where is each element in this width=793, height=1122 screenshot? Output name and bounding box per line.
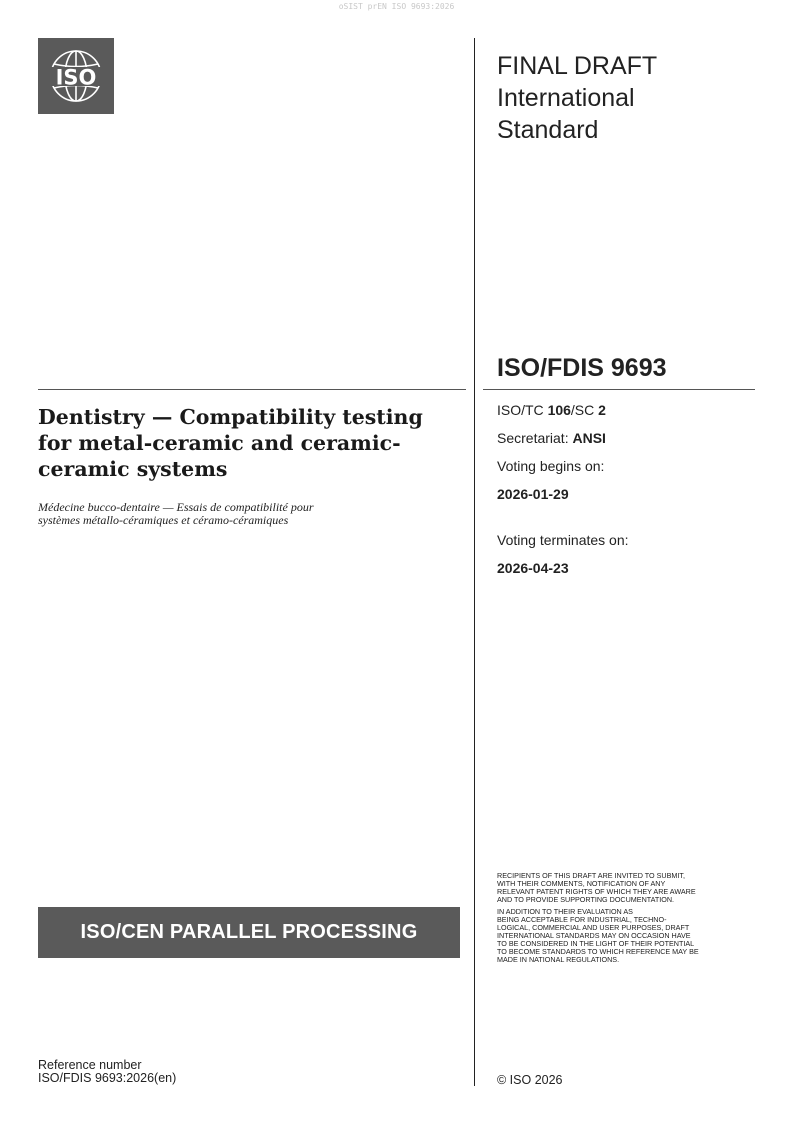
right-divider	[483, 389, 755, 390]
voting-terminates-date: 2026-04-23	[497, 560, 569, 576]
document-stage-heading	[497, 50, 757, 146]
secretariat-label: Secretariat:	[497, 430, 573, 446]
notice-line: TO BECOME STANDARDS TO WHICH REFERENCE MAY BE	[497, 947, 699, 956]
voting-terminates-label: Voting terminates on:	[497, 532, 629, 548]
committee-sep: /SC	[570, 402, 599, 418]
notice-line: IN ADDITION TO THEIR EVALUATION AS	[497, 907, 633, 916]
iso-globe-logo-icon	[38, 38, 114, 114]
french-title-line-1: Médecine bucco-dentaire — Essais de compatibilité pour	[38, 500, 314, 514]
iso-logo-text: ISO	[55, 65, 97, 90]
secretariat	[497, 430, 606, 446]
committee-tc: 106	[547, 402, 571, 418]
committee-prefix: ISO/TC	[497, 402, 548, 418]
committee-sc: 2	[598, 402, 606, 418]
title-line-3: ceramic systems	[38, 457, 228, 481]
reference-number-label: Reference number	[38, 1058, 142, 1072]
notice-line: BEING ACCEPTABLE FOR INDUSTRIAL, TECHNO-	[497, 915, 667, 924]
parallel-processing-banner: ISO/CEN PARALLEL PROCESSING	[38, 907, 460, 958]
notice-line: RECIPIENTS OF THIS DRAFT ARE INVITED TO SUBMIT,	[497, 871, 685, 880]
watermark: oSIST prEN ISO 9693:2026	[338, 2, 455, 11]
notice-line: AND TO PROVIDE SUPPORTING DOCUMENTATION.	[497, 895, 675, 904]
notice-line: INTERNATIONAL STANDARDS MAY ON OCCASION HAVE	[497, 931, 691, 940]
voting-begins-label: Voting begins on:	[497, 458, 605, 474]
voting-begins-date: 2026-01-29	[497, 486, 569, 502]
title-line-2: for metal-ceramic and ceramic-	[38, 431, 401, 455]
left-divider	[38, 389, 466, 390]
secretariat-value: ANSI	[572, 430, 606, 446]
stage-line-1: FINAL DRAFT	[497, 52, 658, 80]
document-title	[38, 404, 438, 482]
title-line-1: Dentistry — Compatibility testing	[38, 405, 423, 429]
copyright: © ISO 2026	[497, 1073, 563, 1087]
notice-line: LOGICAL, COMMERCIAL AND USER PURPOSES, DRAFT	[497, 923, 690, 932]
french-title-line-2: systèmes métallo-céramiques et céramo-céramiques	[38, 513, 289, 527]
evaluation-notice	[497, 908, 749, 964]
french-title	[38, 501, 438, 527]
notice-line: MADE IN NATIONAL REGULATIONS.	[497, 955, 620, 964]
notice-line: RELEVANT PATENT RIGHTS OF WHICH THEY ARE AWARE	[497, 887, 696, 896]
notice-line: TO BE CONSIDERED IN THE LIGHT OF THEIR POTENTIAL	[497, 939, 695, 948]
committee	[497, 402, 606, 418]
notice-line: WITH THEIR COMMENTS, NOTIFICATION OF ANY	[497, 879, 666, 888]
patent-notice	[497, 872, 749, 904]
reference-number-value: ISO/FDIS 9693:2026(en)	[38, 1071, 177, 1085]
stage-line-2: International	[497, 84, 635, 112]
vertical-divider	[474, 38, 475, 1086]
iso-logo	[38, 38, 114, 114]
stage-line-3: Standard	[497, 116, 599, 144]
document-number: ISO/FDIS 9693	[497, 354, 667, 382]
